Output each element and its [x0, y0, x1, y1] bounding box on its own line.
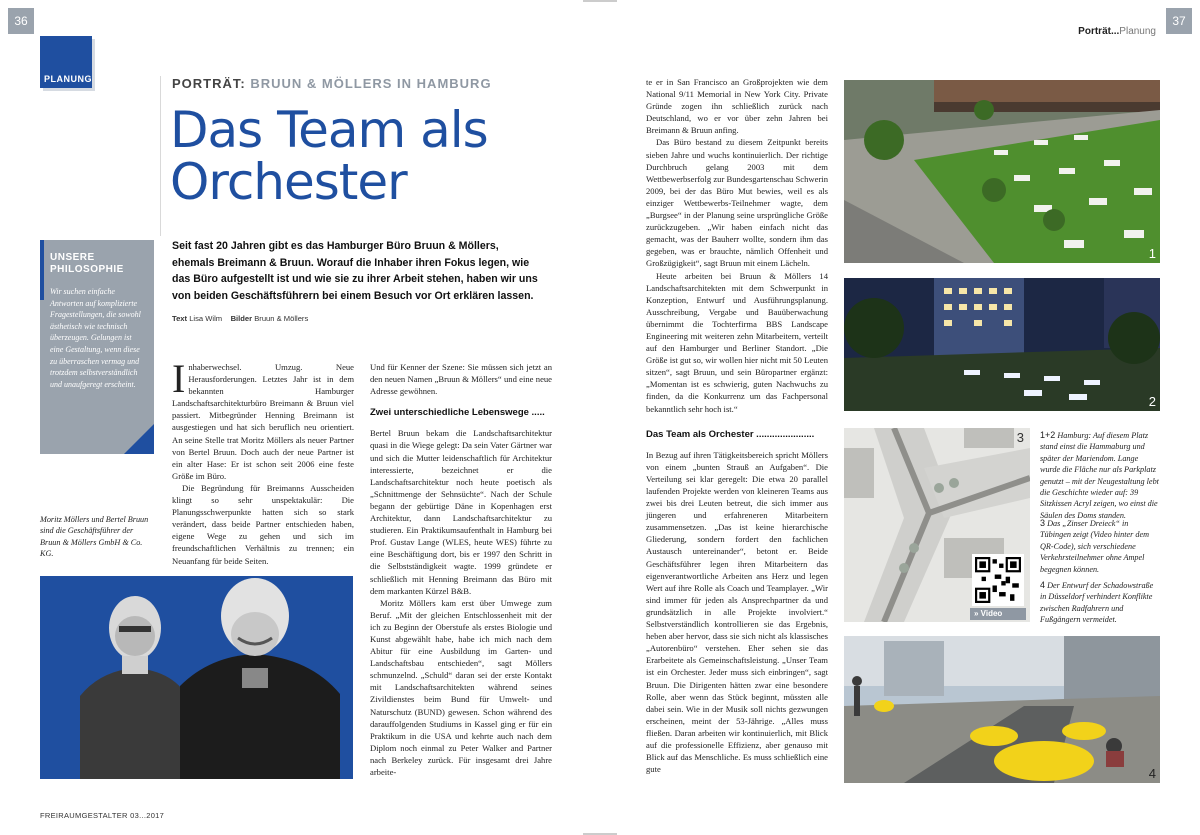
portrait-photo [40, 576, 353, 779]
credits [172, 314, 308, 323]
drop-cap: I [172, 356, 186, 401]
photo-4-schadowstrasse [844, 636, 1160, 783]
headline-line-1: Das Team als [170, 101, 488, 159]
credits-text-name: Lisa Wilm [189, 314, 223, 323]
sidebar-accent [40, 240, 44, 300]
qr-code[interactable] [972, 554, 1024, 606]
section-tag [40, 36, 92, 88]
caption-1-2-text: Hamburg: Auf diesem Platz stand einst die Hammaburg und später der Mariendom. Lange wurde die Fläche nur als Parkplatz genutzt – mit der Neugestaltung lebt die Geschichte wieder auf: 39 Sitzkissen Acryl zeigen, wo einst die Säulen des Doms standen. [1040, 431, 1159, 520]
caption-1-2 [1040, 430, 1160, 521]
col3-subheading: Das Team als Orchester ...................... [646, 428, 815, 440]
sidebar-corner [124, 424, 154, 454]
kicker [172, 76, 492, 91]
philosophy-sidebar [40, 240, 154, 454]
page-number-left: 36 [8, 8, 34, 34]
photo-1-hamburg-day [844, 80, 1160, 263]
running-head-strong: Porträt... [1078, 26, 1120, 37]
footer-issue: FREIRAUMGESTALTER 03...2017 [40, 811, 165, 820]
image-number-3: 3 [1016, 430, 1024, 445]
column-2 [370, 361, 552, 778]
col2-paragraph-2: Bertel Bruun bekam die Landschaftsarchitektur quasi in die Wiege gelegt: Da sein Vater Gärtner war und sich die Mutter leidenschaftlich für Architektur interessierte, bezeichnet er die Landschaftsarchitektur noch heute poetisch als „Schnittmenge der Sehnsüchte“. Nach der Schule begann der gebürtige Däne in Kopenhagen erst Architektur, dann Landschaftsarchitektur zu studieren. Ein Praktikumsaufenthalt in Hamburg bei Prof. Gustav Lange (WLES, heute WES) führte zu eine Beschäftigung dort, bis er 1997 den Schritt in die Selbstständigkeit wagte. 1999 gründete er schließlich mit Henning Breimann das Büro mit dem markanten Kürzel B&B. [370, 428, 552, 596]
headline-line-2: Orchester [170, 153, 407, 211]
caption-4 [1040, 580, 1160, 626]
running-head-light: Planung [1119, 26, 1156, 37]
col2-subheading: Zwei unterschiedliche Lebenswege ..... [370, 407, 545, 419]
caption-3 [1040, 518, 1160, 575]
sidebar-text: Wir suchen einfache Antworten auf komplizierte Fragestellungen, die sowohl ästhetisch wie technisch überzeugen. Gelungen ist eine Gestaltung, wenn diese zu überraschen vermag und trotzdem selbstverständlich und unaufgeregt erscheint. [50, 287, 141, 389]
caption-3-number: 3 [1040, 518, 1046, 528]
caption-4-text: Der Entwurf der Schadowstraße in Düsseldorf verhindert Konflikte zwischen Radfahrern und Fußgängern vermeidet. [1040, 581, 1154, 625]
col3-paragraph-1: te er in San Francisco an Großprojekten wie dem National 9/11 Memorial in New York City. Private Gründe zogen ihn schließlich zurück nach Deutschland, wo er vor über zehn Jahren bei Breimann & Bruun anfing. [646, 77, 828, 136]
portrait-illustration [40, 576, 353, 779]
column-1 [172, 356, 354, 567]
kicker-bold: PORTRÄT: [172, 76, 246, 91]
col1-paragraph-1: nhaberwechsel. Umzug. Neue Herausforderungen. Letztes Jahr ist in dem bekannten Hamburger Landschaftsarchitekturbüro Breimann & Bruun viel passiert. Mitbegründer Henning Breimann ist ausgestiegen und hat sich beruflich neu orientiert. An seine Stelle trat Moritz Möllers als neuer Partner von Bertel Bruun. Doch auch der neue Partner ist ein alter Hase: Er ist schon seit 2006 eine feste Größe im Büro. [172, 362, 354, 481]
kicker-light: BRUUN & MÖLLERS IN HAMBURG [250, 76, 492, 91]
caption-3-text: Das „Zinser Dreieck“ in Tübingen zeigt (Video hinter dem QR-Code), sich verschiedene Verkehrsteilnehmer ohne Ampel begegnen können. [1040, 519, 1149, 574]
photo-3-plan-tuebingen [844, 428, 1030, 622]
col3-paragraph-4: In Bezug auf ihren Tätigkeitsbereich spricht Möllers von einem „bunten Strauß an Aufgaben“. Die Verteilung sei klar geregelt: Die etwa 20 parallel laufenden Projekte werden von kleineren Teams aus zwei bis drei Leuten betreut, die sich immer aus jüngeren und erfahreneren Mitarbeitern zusammensetzen. „Das ist keine hierarchische Gliederung, sondern fordert den fachlichen Austausch untereinander“, betont er. Beide Geschäftsführer legen ihren Mitarbeitern das eigenverantwortliche Arbeiten ans Herz und legen Wert auf ihre Rolle als Coach und Teamplayer. „Wir sind immer für jeden als Ansprechpartner da und grundsätzlich in alle Projekte involviert.“ Selbstverständlich kontrollieren sie das Ergebnis, heben aber hervor, dass sie sich nicht als klassisches „Autorenbüro“ verstehen. Eher sehen sie das Erarbeitete als Gemeinschaftsleistung. „Unser Team ist ein Orchester. Jeder muss sich einbringen“, sagt Bruun. Die Dirigenten hätten zwar eine besondere Rolle, aber wenn das Stück beginnt, müssten alle dabei sein. Wie in der Musik soll nichts gezwungen erscheinen, meint der 53-Jährige. „Alles muss fließen. Daran arbeiten wir kontinuierlich, mit Blick auf die professionelle Effizienz, aber genauso mit Blick auf das Menschliche. Es muss schließlich eine gute [646, 449, 828, 775]
image-number-1: 1 [1148, 246, 1156, 261]
col3-paragraph-2: Das Büro bestand zu diesem Zeitpunkt bereits sieben Jahre und wuchs kontinuierlich. Der richtige Durchbruch gelang 2003 mit dem Wettbewerbserfolg zur Bundesgartenschau Schwerin 2009, bei der das Büro Mut bewies, weil es als einziger Wettbewerbs-Teilnehmer wagte, dem „Burgsee“ in der Planung seine ursprüngliche Größe zurückzugeben. „Wir haben einfach nicht das gemacht, was der Bauherr wollte, sondern ihm das gegeben, was er brauchte, nämlich Offenheit und Großzügigkeit“, sagt Bruun mit einem Lächeln. [646, 137, 828, 269]
qr-code-icon [975, 557, 1021, 603]
photo-2-hamburg-night [844, 278, 1160, 411]
col2-paragraph-3: Moritz Möllers kam erst über Umwege zum Beruf. „Mit der gleichen Entschlossenheit mit der ich zu Beginn der Oberstufe als erstes Biologie und Kunst abgewählt habe, habe ich mich nach dem Abitur für eine Ausbildung im Garten- und Landschaftsbau entschieden“, sagt Möllers schmunzelnd. „Schuld“ daran sei der erste Kontakt mit Landschaftsarchitekten während seines Zivildienstes beim Bund für Umwelt- und Naturschutz (BUND) gewesen. Schon während des darauffolgenden Studiums in Kassel ging er für ein Praktikum in die USA und kehrte auch nach dem Diplom noch einmal zu Peter Walker and Partner nach Berkeley zurück. Für insgesamt drei Jahre arbeite- [370, 597, 552, 777]
col1-paragraph-2: Die Begründung für Breimanns Ausscheiden klingt so sehr unspektakulär: Die Planungsschwerpunkte hatten sich so stark verändert, dass beide Partner entschieden haben, eigene Wege zu gehen und sich im freundschaftlichen Verhältnis zu trennen; ein Neuanfang für beide Seiten. [172, 482, 354, 566]
page-number-right: 37 [1166, 8, 1192, 34]
caption-4-number: 4 [1040, 580, 1046, 590]
image-number-4: 4 [1148, 766, 1156, 781]
video-link[interactable]: » Video [970, 608, 1026, 620]
col3-paragraph-3: Heute arbeiten bei Bruun & Möllers 14 Landschaftsarchitekten mit dem Schwerpunkt in Konzeption, Entwurf und Ausführungsplanung. Ausschreibung, Vergabe und Bauüberwachung übernimmt die Tochterfirma BBS Landscape Engineering mit weiteren zehn Mitarbeitern, verteilt auf den Hamburger und Berliner Standort. „Die Größe ist gut so, wir wollen hier nicht mit 50 Leuten sitzen“, sagt Bruun, und sein Büropartner ergänzt: „Momentan ist es schwierig, guten Nachwuchs zu finden, da die Konkurrenz um das Fachpersonal bekanntlich sehr hoch ist.“ [646, 270, 828, 414]
image-number-2: 2 [1148, 394, 1156, 409]
sidebar-title: UNSERE PHILOSOPHIE [50, 252, 124, 275]
portrait-caption: Moritz Möllers und Bertel Bruun sind die Geschäftsführer der Bruun & Möllers GmbH & Co. KG. [40, 515, 149, 559]
section-tag-label: PLANUNG [44, 74, 92, 84]
lead-paragraph: Seit fast 20 Jahren gibt es das Hamburger Büro Bruun & Möllers, ehemals Breimann & Bruun. Worauf die Inhaber ihren Fokus legen, wie das Büro aufgestellt ist und wie sie zu ihrer Arbeit stehen, haben wir uns von beiden Geschäftsführern bei einem Besuch vor Ort erklären lassen. [172, 240, 538, 302]
column-3 [646, 76, 828, 775]
caption-1-2-number: 1+2 [1040, 430, 1056, 440]
headline [170, 101, 488, 211]
credits-text-label: Text [172, 314, 188, 323]
running-head [1078, 26, 1156, 37]
gutter-mark-top [583, 0, 617, 2]
credits-image-name: Bruun & Möllers [254, 314, 309, 323]
credits-image-label: Bilder [230, 314, 253, 323]
divider-rule [160, 76, 161, 236]
col2-paragraph-1: Und für Kenner der Szene: Sie müssen sich jetzt an den neuen Namen „Bruun & Möllers“ und eine neue Adresse gewöhnen. [370, 362, 552, 397]
